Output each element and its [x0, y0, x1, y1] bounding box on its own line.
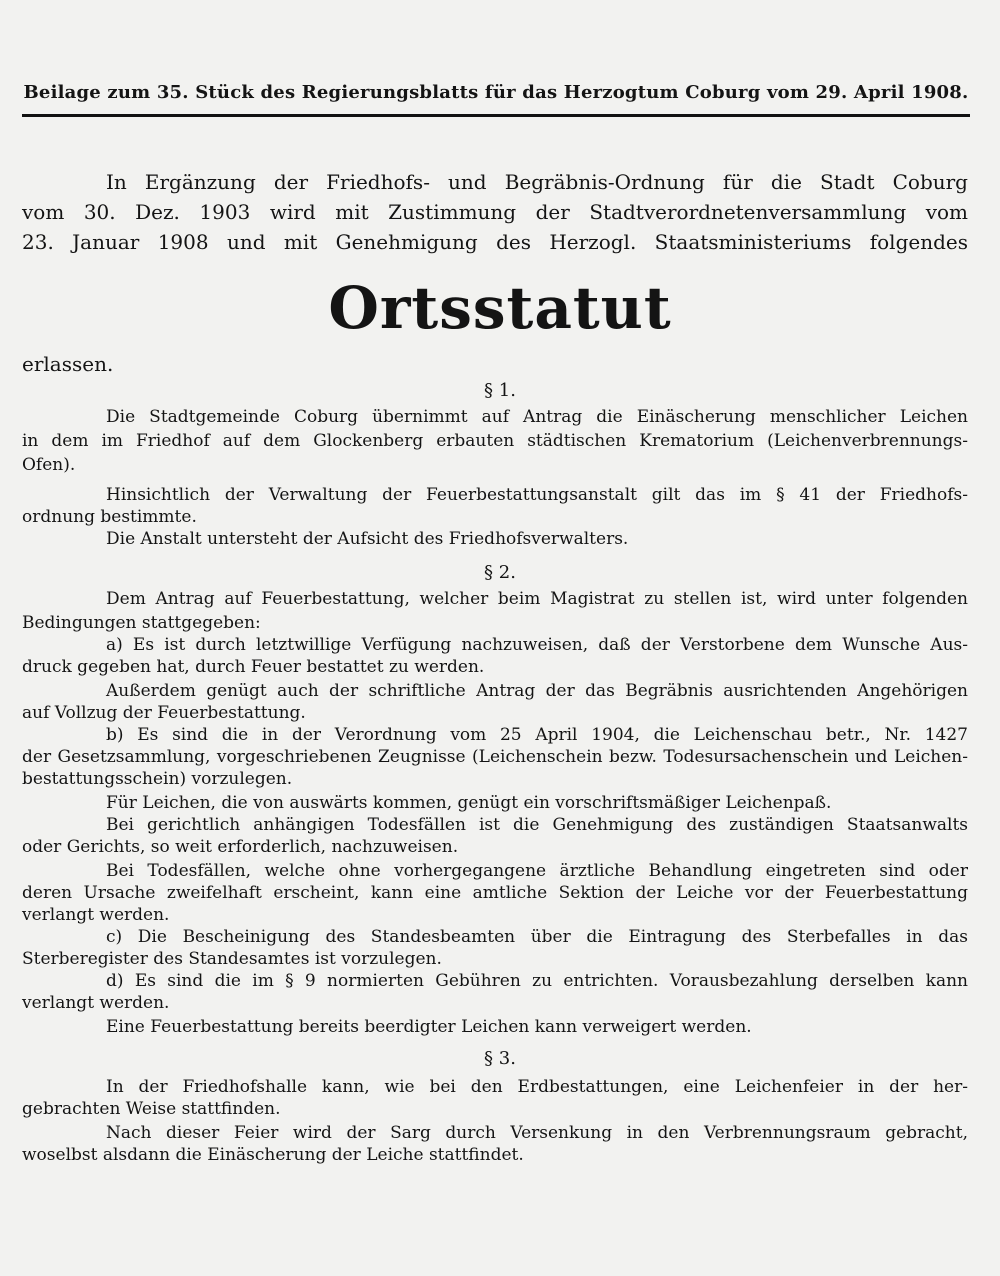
body-line: ordnung bestimmte. — [22, 507, 197, 527]
body-line: bestattungsschein) vorzulegen. — [22, 769, 293, 789]
body-line: gebrachten Weise stattfinden. — [22, 1099, 281, 1119]
intro-line: vom 30. Dez. 1903 wird mit Zustimmung der Stadtverordnetenversammlung vom — [22, 200, 968, 224]
body-line: Außerdem genügt auch der schriftliche Antrag der das Begräbnis ausrichtenden Angehörigen — [106, 681, 968, 701]
body-line: Für Leichen, die von auswärts kommen, genügt ein vorschriftsmäßiger Leichenpaß. — [106, 793, 832, 813]
erlassen-text: erlassen. — [22, 352, 114, 376]
body-line: Bedingungen stattgegeben: — [22, 613, 261, 633]
section-heading-1: § 1. — [484, 380, 516, 401]
body-line: c) Die Bescheinigung des Standesbeamten über die Eintragung des Sterbefalles in das — [106, 927, 968, 947]
section-heading-3: § 3. — [484, 1048, 516, 1069]
body-line: Bei gerichtlich anhängigen Todesfällen ist die Genehmigung des zuständigen Staatsanwalts — [106, 815, 968, 835]
document-title: Ortsstatut — [328, 274, 672, 342]
page-header: Beilage zum 35. Stück des Regierungsblatts für das Herzogtum Coburg vom 29. April 1908. — [23, 82, 969, 103]
body-line: Ofen). — [22, 455, 76, 475]
body-line: Nach dieser Feier wird der Sarg durch Versenkung in den Verbrennungsraum gebracht, — [106, 1123, 968, 1143]
body-line: der Gesetzsammlung, vorgeschriebenen Zeugnisse (Leichenschein bezw. Todesursachenschein und Leichen- — [22, 747, 968, 767]
body-line: auf Vollzug der Feuerbestattung. — [22, 703, 306, 723]
intro-line: 23. Januar 1908 und mit Genehmigung des Herzogl. Staatsministeriums folgendes — [22, 230, 968, 254]
body-line: Bei Todesfällen, welche ohne vorhergegangene ärztliche Behandlung eingetreten sind oder — [106, 861, 968, 881]
body-line: deren Ursache zweifelhaft erscheint, kann eine amtliche Sektion der Leiche vor der Feuerbestattung — [22, 883, 968, 903]
body-line: in dem im Friedhof auf dem Glockenberg erbauten städtischen Krematorium (Leichenverbrennungs- — [22, 431, 968, 451]
body-line: Hinsichtlich der Verwaltung der Feuerbestattungsanstalt gilt das im § 41 der Friedhofs- — [106, 485, 968, 505]
body-line: d) Es sind die im § 9 normierten Gebühren zu entrichten. Vorausbezahlung derselben kann — [106, 971, 968, 991]
body-line: druck gegeben hat, durch Feuer bestattet zu werden. — [22, 657, 485, 677]
body-line: woselbst alsdann die Einäscherung der Leiche stattfindet. — [22, 1145, 524, 1165]
body-line: Dem Antrag auf Feuerbestattung, welcher beim Magistrat zu stellen ist, wird unter folgenden — [106, 589, 968, 609]
body-line: Eine Feuerbestattung bereits beerdigter Leichen kann verweigert werden. — [106, 1017, 752, 1037]
body-line: Die Stadtgemeinde Coburg übernimmt auf Antrag die Einäscherung menschlicher Leichen — [106, 407, 968, 427]
body-line: verlangt werden. — [22, 905, 170, 925]
body-line: In der Friedhofshalle kann, wie bei den Erdbestattungen, eine Leichenfeier in der her- — [106, 1077, 968, 1097]
body-line: b) Es sind die in der Verordnung vom 25 April 1904, die Leichenschau betr., Nr. 1427 — [106, 725, 968, 745]
body-line: a) Es ist durch letztwillige Verfügung nachzuweisen, daß der Verstorbene dem Wunsche Aus- — [106, 635, 968, 655]
intro-line: In Ergänzung der Friedhofs- und Begräbnis-Ordnung für die Stadt Coburg — [106, 170, 968, 194]
body-line: Sterberegister des Standesamtes ist vorzulegen. — [22, 949, 442, 969]
section-heading-2: § 2. — [484, 562, 516, 583]
body-line: Die Anstalt untersteht der Aufsicht des Friedhofsverwalters. — [106, 529, 629, 549]
body-line: verlangt werden. — [22, 993, 170, 1013]
header-rule — [22, 114, 970, 117]
body-line: oder Gerichts, so weit erforderlich, nachzuweisen. — [22, 837, 459, 857]
